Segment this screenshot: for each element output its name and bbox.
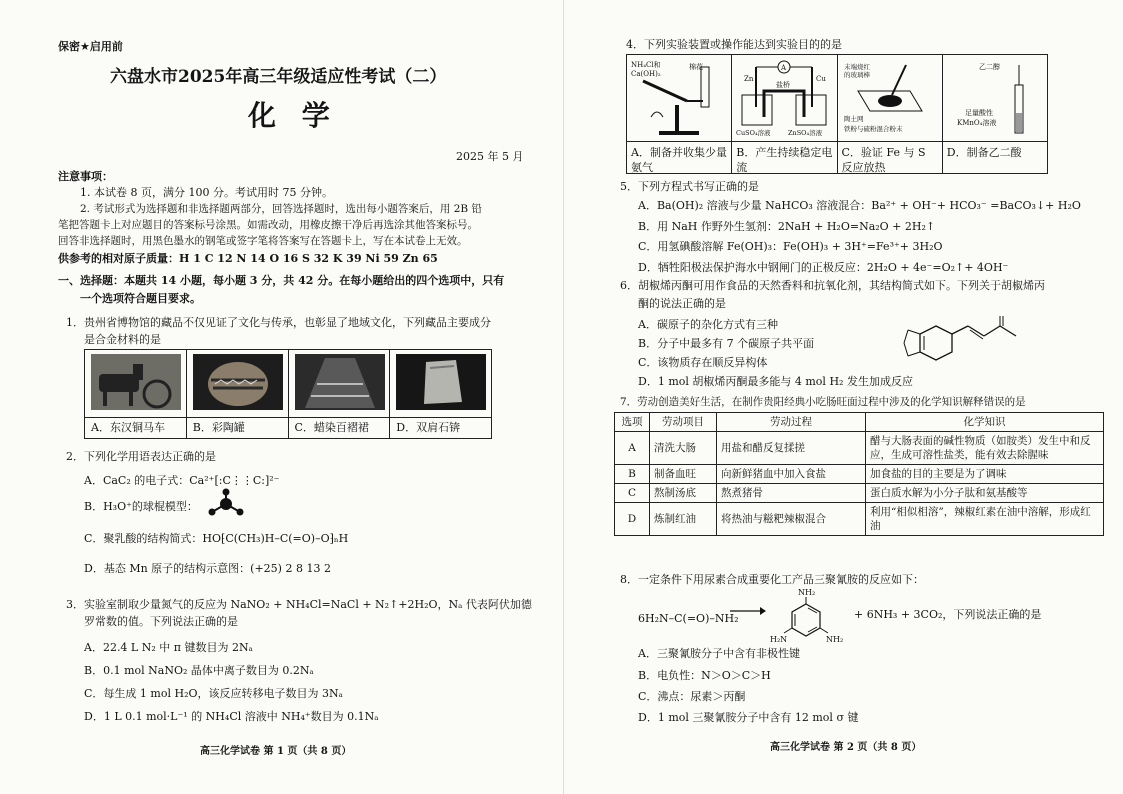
page-2 xyxy=(580,0,1120,794)
q7-cell: 制备血旺 xyxy=(650,465,717,484)
q7-cell: B xyxy=(615,465,650,484)
page-2-footer: 高三化学试卷 第 2 页（共 8 页） xyxy=(770,742,922,753)
q1-image-table xyxy=(84,349,492,439)
q7-cell: 将热油与糍粑辣椒混合 xyxy=(717,503,866,536)
q4-d-label-1: 乙二醇 xyxy=(978,63,1000,71)
q2-option-c xyxy=(84,532,348,546)
q4-c-label-4: 铁粉与硫粉混合粉末 xyxy=(843,125,902,133)
q3-stem-2: 罗常数的值。下列说法正确的是 xyxy=(84,615,238,628)
exam-title: 六盘水市2025年高三年级适应性考试（二） xyxy=(110,67,447,87)
reaction-arrow xyxy=(730,604,766,618)
q4-apparatus-table xyxy=(626,54,1048,174)
q5-stem: 5．下列方程式书写正确的是 xyxy=(620,180,759,193)
q7-cell: 炼制红油 xyxy=(650,503,717,536)
q7-head-project: 劳动项目 xyxy=(650,413,717,432)
q3-option-c: C．每生成 1 mol H₂O，该反应转移电子数目为 3Nₐ xyxy=(84,687,343,700)
section-1-line2: 一个选项符合题目要求。 xyxy=(80,292,201,305)
q4-b-left: CuSO₄溶液 xyxy=(736,129,771,137)
melamine-nh2-top: NH₂ xyxy=(798,588,816,597)
melamine-h2n-left: H₂N xyxy=(770,635,788,644)
secret-label: 保密★启用前 xyxy=(58,40,123,53)
batik-skirt-image xyxy=(295,354,385,410)
q6-stem-2: 酮的说法正确的是 xyxy=(638,297,726,310)
q6-option-d: D．1 mol 胡椒烯丙酮最多能与 4 mol H₂ 发生加成反应 xyxy=(638,375,913,388)
table-row xyxy=(615,484,1104,503)
ammonia-apparatus-image xyxy=(629,57,729,139)
q7-cell: 加食盐的目的主要是为了调味 xyxy=(866,465,1104,484)
q1-option-d-label: D．双肩石锛 xyxy=(390,417,491,438)
notice-2a: 2. 考试形式为选择题和非选择题两部分，回答选择题时，选出每小题答案后，用 2B 铅 xyxy=(80,203,482,215)
q5-option-b: B．用 NaH 作野外生氢剂：2NaH + H₂O=Na₂O + 2H₂↑ xyxy=(638,220,936,233)
piperonyl-acetone-structure xyxy=(902,316,1042,368)
q1-option-c-label: C．蜡染百褶裙 xyxy=(289,417,390,438)
q7-cell: 用盐和醋反复揉搓 xyxy=(717,432,866,465)
oxalic-acid-image xyxy=(945,57,1045,139)
q7-cell: 蛋白质水解为小分子肽和氨基酸等 xyxy=(866,484,1104,503)
galvanic-cell-image xyxy=(734,57,834,139)
melamine-nh2-right: NH₂ xyxy=(826,635,844,644)
notice-2b: 笔把答题卡上对应题目的答案标号涂黑。如需改动，用橡皮擦干净后再选涂其他答案标号。 xyxy=(58,219,478,231)
q2-option-a xyxy=(84,474,279,488)
notice-2c: 回答非选择题时，用黑色墨水的钢笔或签字笔将答案写在答题卡上，写在本试卷上无效。 xyxy=(58,235,468,247)
q2-d-label: D．基态 Mn 原子的结构示意图： xyxy=(84,562,251,575)
q2-a-label: A．CaC₂ 的电子式： xyxy=(84,474,190,487)
q4-c-label-2: 的玻璃棒 xyxy=(843,71,870,79)
q8-option-a: A．三聚氰胺分子中含有非极性键 xyxy=(638,647,800,660)
q4-option-d-label: D．制备乙二酸 xyxy=(943,141,1047,173)
page-1-footer: 高三化学试卷 第 1 页（共 8 页） xyxy=(200,746,352,757)
q7-cell: 醋与大肠表面的碱性物质（如胺类）发生中和反应，生成可溶性盐类，能有效去除腥味 xyxy=(866,432,1104,465)
q4-option-b-label: B．产生持续稳定电流 xyxy=(732,141,836,173)
exam-date: 2025 年 5 月 xyxy=(456,150,524,163)
q8-reactant: 6H₂N–C(=O)–NH₂ xyxy=(638,612,739,625)
table-row xyxy=(615,432,1104,465)
q8-products: + 6NH₃ + 3CO₂，下列说法正确的是 xyxy=(854,608,1042,621)
bronze-horse-image xyxy=(91,354,181,410)
q1-stem-1: 1．贵州省博物馆的藏品不仅见证了文化与传承，也彰显了地域文化，下列藏品主要成分 xyxy=(66,316,491,329)
q4-option-c xyxy=(838,55,943,173)
table-row xyxy=(615,465,1104,484)
q3-option-b: B．0.1 mol NaNO₂ 晶体中离子数目为 0.2Nₐ xyxy=(84,664,314,677)
q8-option-b: B．电负性：N＞O＞C＞H xyxy=(638,669,771,682)
subject-title: 化 学 xyxy=(248,99,338,132)
q1-option-b xyxy=(187,350,289,438)
q5-option-c: C．用氢碘酸溶解 Fe(OH)₃：Fe(OH)₃ + 3H⁺=Fe³⁺+ 3H₂O xyxy=(638,240,943,253)
q3-stem-1: 3．实验室制取少量氮气的反应为 NaNO₂ + NH₄Cl=NaCl + N₂↑+2H₂O，Nₐ 代表阿伏加德 xyxy=(66,598,532,611)
q4-option-a-label: A．制备并收集少量氨气 xyxy=(627,141,731,173)
q2-stem: 2．下列化学用语表达正确的是 xyxy=(66,450,216,463)
notice-1: 1. 本试卷 8 页，满分 100 分。考试用时 75 分钟。 xyxy=(80,186,333,199)
page-1 xyxy=(18,0,558,794)
q4-b-right: ZnSO₄溶液 xyxy=(788,129,823,137)
q7-cell: 熬煮猪骨 xyxy=(717,484,866,503)
q7-cell: 利用“相似相溶”，辣椒红素在油中溶解，形成红油 xyxy=(866,503,1104,536)
page-fold xyxy=(563,0,564,794)
q2-option-d xyxy=(84,562,331,576)
q4-a-label-2: Ca(OH)₂ xyxy=(631,70,661,78)
q5-option-a: A．Ba(OH)₂ 溶液与少量 NaHCO₃ 溶液混合：Ba²⁺ + OH⁻+ HCO₃⁻ =BaCO₃↓+ H₂O xyxy=(638,199,1081,212)
q7-cell: 熬制汤底 xyxy=(650,484,717,503)
q5-option-d: D．牺牲阳极法保护海水中钢闸门的正极反应：2H₂O + 4e⁻=O₂↑+ 4OH⁻ xyxy=(638,261,1009,274)
table-row xyxy=(615,503,1104,536)
q7-cell: D xyxy=(615,503,650,536)
melamine-structure xyxy=(770,586,850,650)
q3-option-d: D．1 L 0.1 mol·L⁻¹ 的 NH₄Cl 溶液中 NH₄⁺数目为 0.1Nₐ xyxy=(84,710,379,723)
atomic-masses: 供参考的相对原子质量：H 1 C 12 N 14 O 16 S 32 K 39 Ni 59 Zn 65 xyxy=(58,252,438,265)
q1-option-d xyxy=(390,350,491,438)
stone-adze-image xyxy=(396,354,486,410)
q7-table xyxy=(614,412,1104,536)
q4-b-meter: A xyxy=(781,64,787,72)
q4-b-cu: Cu xyxy=(816,75,827,83)
q7-cell: C xyxy=(615,484,650,503)
q2-d-formula: (+25) 2 8 13 2 xyxy=(250,562,331,575)
q1-option-c xyxy=(289,350,391,438)
q1-stem-2: 是合金材料的是 xyxy=(84,333,161,346)
q4-b-bridge: 盐桥 xyxy=(776,81,791,89)
q4-b-zn: Zn xyxy=(744,75,754,83)
q1-option-a xyxy=(85,350,187,438)
q6-option-b: B．分子中最多有 7 个碳原子共平面 xyxy=(638,337,815,350)
notice-heading: 注意事项： xyxy=(58,170,113,183)
q4-stem: 4．下列实验装置或操作能达到实验目的的是 xyxy=(626,38,842,51)
q6-stem-1: 6．胡椒烯丙酮可用作食品的天然香料和抗氧化剂，其结构简式如下。下列关于胡椒烯丙 xyxy=(620,279,1045,292)
q7-head-process: 劳动过程 xyxy=(717,413,866,432)
q8-stem: 8．一定条件下用尿素合成重要化工产品三聚氰胺的反应如下： xyxy=(620,573,924,586)
q4-option-c-label: C．验证 Fe 与 S 反应放热 xyxy=(838,141,942,173)
q4-a-label-1: NH₄Cl和 xyxy=(631,61,661,69)
q7-cell: 向新鲜猪血中加入食盐 xyxy=(717,465,866,484)
iron-sulfur-image xyxy=(840,57,940,139)
section-1-line1: 一、选择题：本题共 14 小题，每小题 3 分，共 42 分。在每小题给出的四个选项中，只有 xyxy=(58,274,505,287)
q7-head-option: 选项 xyxy=(615,413,650,432)
q3-option-a: A．22.4 L N₂ 中 π 键数目为 2Nₐ xyxy=(84,641,253,654)
q2-option-b: B．H₃O⁺的球棍模型： xyxy=(84,500,198,513)
q7-cell: 清洗大肠 xyxy=(650,432,717,465)
q4-d-label-3: KMnO₄溶液 xyxy=(956,119,997,127)
q4-option-a xyxy=(627,55,732,173)
q4-a-label-3: 棉花 xyxy=(689,63,703,71)
q1-option-a-label: A．东汉铜马车 xyxy=(85,417,186,438)
q7-header-row xyxy=(615,413,1104,432)
q1-option-b-label: B．彩陶罐 xyxy=(187,417,288,438)
q6-option-a: A．碳原子的杂化方式有三种 xyxy=(638,318,778,331)
q4-d-label-2: 足量酸性 xyxy=(964,109,993,117)
q4-option-d xyxy=(943,55,1047,173)
q2-c-label: C．聚乳酸的结构简式： xyxy=(84,532,203,545)
painted-pottery-image xyxy=(193,354,283,410)
q7-stem: 7．劳动创造美好生活，在制作贵阳经典小吃肠旺面过程中涉及的化学知识解释错误的是 xyxy=(620,396,1026,408)
q8-option-d: D．1 mol 三聚氰胺分子中含有 12 mol σ 键 xyxy=(638,711,859,724)
q7-cell: A xyxy=(615,432,650,465)
q2-a-formula: Ca²⁺[:C⋮⋮C:]²⁻ xyxy=(189,474,280,487)
q8-option-c: C．沸点：尿素＞丙酮 xyxy=(638,690,746,703)
q4-option-b xyxy=(732,55,837,173)
q4-c-label-1: 末端烧红 xyxy=(843,63,870,71)
q6-option-c: C．该物质存在顺反异构体 xyxy=(638,356,768,369)
h3o-ball-stick-model xyxy=(206,488,246,522)
q2-c-formula: HO⁅C(CH₃)H–C(=O)–O⁆ₙH xyxy=(202,532,349,545)
q4-c-label-3: 陶土网 xyxy=(843,115,863,123)
q7-head-knowledge: 化学知识 xyxy=(866,413,1104,432)
